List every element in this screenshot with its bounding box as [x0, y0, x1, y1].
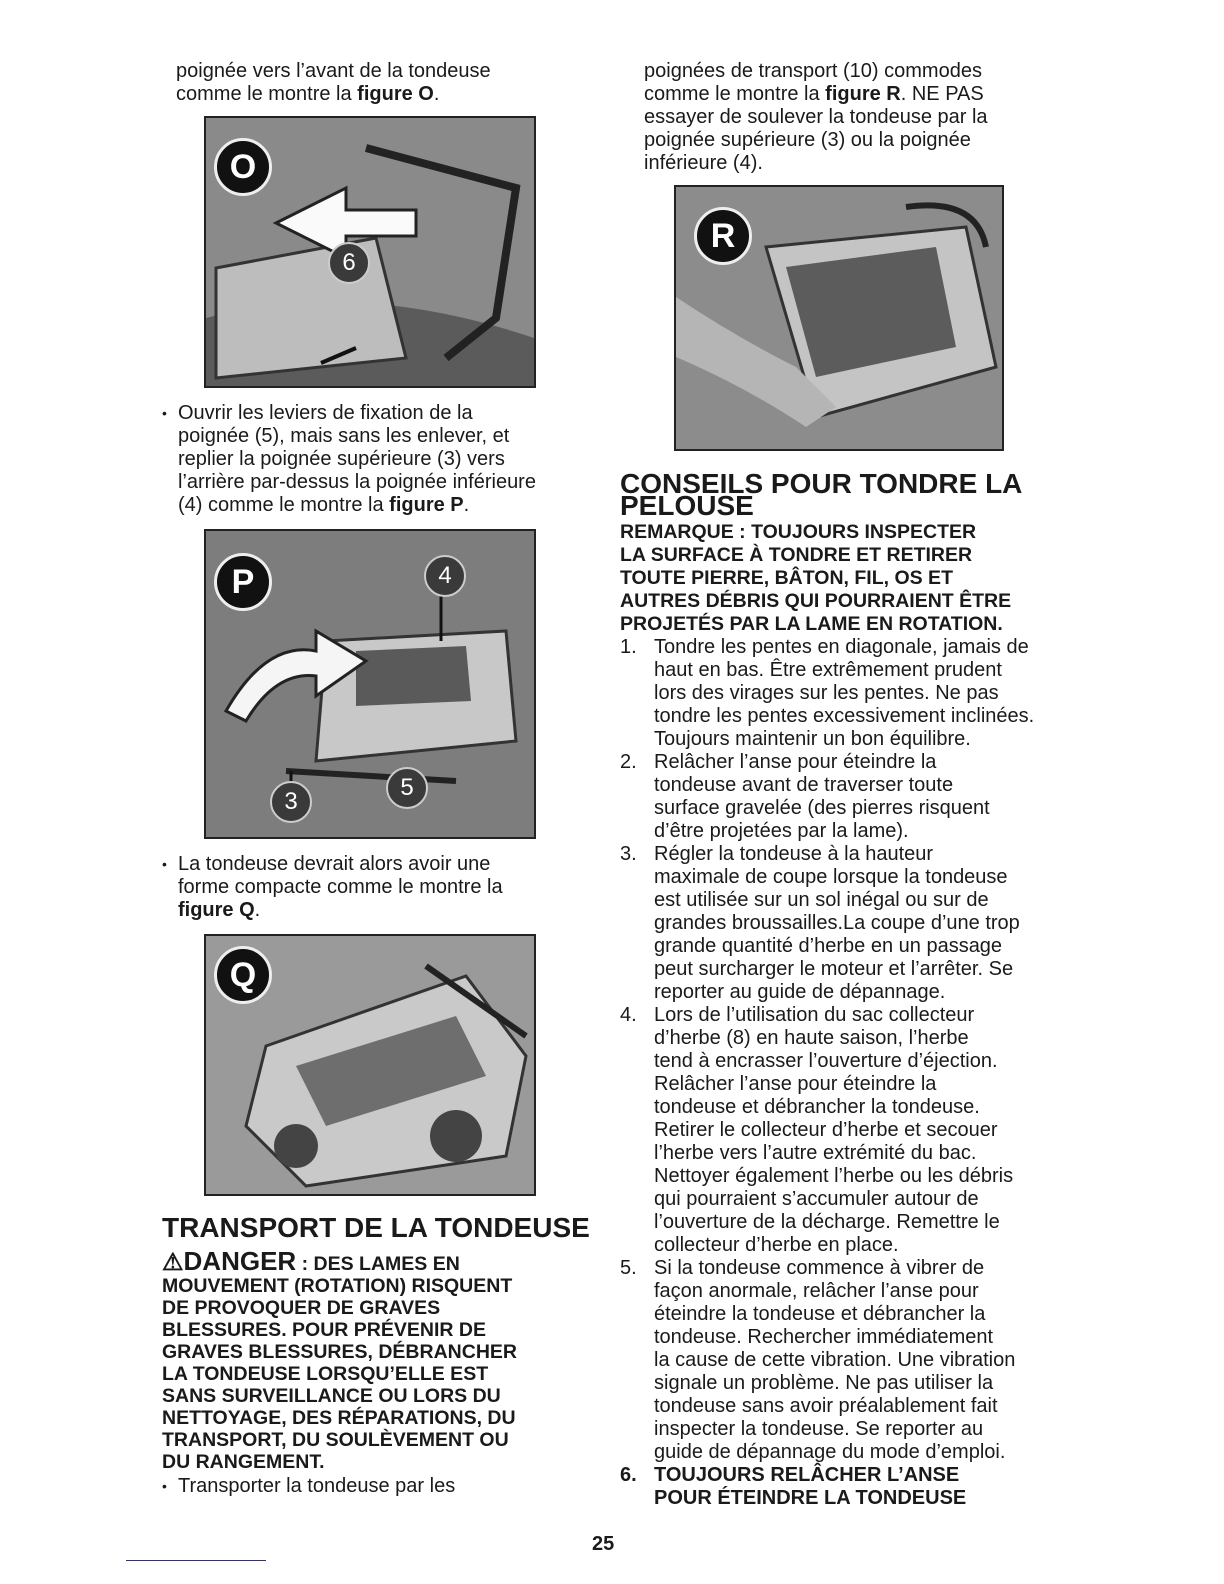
figure-r [674, 185, 1004, 451]
tip-number: 5. [620, 1257, 637, 1279]
text-line: tondeuse. Rechercher immédiatement [654, 1326, 994, 1348]
text-line: Tondre les pentes en diagonale, jamais de [654, 636, 1029, 658]
text-line: tondeuse avant de traverser toute [654, 774, 954, 796]
bullet-compact-shape: • La tondeuse devrait alors avoir une forme compacte comme le montre la figure Q. [162, 853, 592, 922]
text-line: PROJETÉS PAR LA LAME EN ROTATION. [620, 613, 1003, 635]
callout-4: 4 [424, 555, 466, 597]
tip-number: 6. [620, 1464, 637, 1486]
figure-ref: figure Q [178, 899, 255, 921]
text-line: LA TONDEUSE LORSQU’ELLE EST [162, 1363, 489, 1385]
figure-o-badge: O [214, 138, 272, 196]
text-line: poignée supérieure (3) ou la poignée [644, 129, 971, 151]
danger-warning [162, 1246, 592, 1473]
tips-list [620, 636, 1065, 1510]
text-line: tondre les pentes excessivement inclinées. [654, 705, 1035, 727]
text-line: PELOUSE [620, 490, 754, 521]
bullet-open-levers: • Ouvrir les leviers de fixation de la poignée (5), mais sans les enlever, et replier la poignée supérieure (3) vers l’arrière par-dessus la poignée inférieure (4) comme le montre la figure P. [162, 402, 592, 517]
text-line: qui pourraient s’accumuler autour de [654, 1188, 979, 1210]
bullet-transport [162, 1475, 592, 1498]
text-line: tondeuse sans avoir préalablement fait [654, 1395, 998, 1417]
text-line: comme le montre la [644, 83, 826, 105]
text-line: l’herbe vers l’autre extrémité du bac. [654, 1142, 977, 1164]
text-line: Toujours maintenir un bon équilibre. [654, 728, 971, 750]
tip-number: 3. [620, 843, 637, 865]
figure-p [204, 529, 536, 839]
text-line: surface gravelée (des pierres risquent [654, 797, 990, 819]
text-line: BLESSURES. POUR PRÉVENIR DE [162, 1319, 486, 1341]
right-intro [620, 60, 1065, 175]
tip-item [620, 1464, 1065, 1510]
warning-triangle-icon: ⚠ [162, 1249, 184, 1276]
figure-p-badge: P [214, 553, 272, 611]
text-line: l’ouverture de la décharge. Remettre le [654, 1211, 1000, 1233]
text-line: haut en bas. Être extrêmement prudent [654, 659, 1002, 681]
text-line: guide de dépannage du mode d’emploi. [654, 1441, 1006, 1463]
text-line: peut surcharger le moteur et l’arrêter. Se [654, 958, 1014, 980]
text-line: essayer de soulever la tondeuse par la [644, 106, 988, 128]
figure-ref: figure R [825, 83, 901, 105]
text-line: la cause de cette vibration. Une vibration [654, 1349, 1016, 1371]
figure-ref: figure P [389, 494, 464, 516]
text-line: SANS SURVEILLANCE OU LORS DU [162, 1385, 501, 1407]
text-line: inspecter la tondeuse. Se reporter au [654, 1418, 984, 1440]
text-line: Relâcher l’anse pour éteindre la [654, 1073, 937, 1095]
text-line: lors des virages sur les pentes. Ne pas [654, 682, 999, 704]
text-line: replier la poignée supérieure (3) vers [178, 448, 505, 470]
text-line: tondeuse et débrancher la tondeuse. [654, 1096, 980, 1118]
danger-word: DANGER [183, 1246, 297, 1276]
figure-o [204, 116, 536, 388]
text-line: Transporter la tondeuse par les [178, 1475, 456, 1497]
text-line: DE PROVOQUER DE GRAVES [162, 1297, 441, 1319]
text-line: La tondeuse devrait alors avoir une [178, 853, 491, 875]
right-column [620, 60, 1065, 1510]
text-line: POUR ÉTEINDRE LA TONDEUSE [654, 1487, 967, 1509]
callout-6: 6 [328, 242, 370, 284]
figure-q [204, 934, 536, 1196]
left-intro: poignée vers l’avant de la tondeuse comme le montre la figure O. [176, 60, 491, 105]
text-line: LA SURFACE À TONDRE ET RETIRER [620, 544, 973, 566]
page-number: 25 [592, 1533, 615, 1555]
text-line: Retirer le collecteur d’herbe et secouer [654, 1119, 998, 1141]
text-line: CONSEILS POUR TONDRE LA [620, 468, 1023, 499]
text-line: maximale de coupe lorsque la tondeuse [654, 866, 1008, 888]
text-line: poignée (5), mais sans les enlever, et [178, 425, 510, 447]
tip-item [620, 1004, 1065, 1257]
footer-rule [126, 1560, 266, 1561]
text-line: poignée vers l’avant de la tondeuse [176, 60, 491, 82]
text-line: AUTRES DÉBRIS QUI POURRAIENT ÊTRE [620, 590, 1012, 612]
callout-5: 5 [386, 767, 428, 809]
text-line: . NE PAS [900, 83, 984, 105]
text-line: GRAVES BLESSURES, DÉBRANCHER [162, 1341, 518, 1363]
text-line: grandes broussailles.La coupe d’une trop [654, 912, 1020, 934]
text-line: d’herbe (8) en haute saison, l’herbe [654, 1027, 969, 1049]
left-column [162, 60, 592, 1498]
tip-number: 2. [620, 751, 637, 773]
text-line: TRANSPORT, DU SOULÈVEMENT OU [162, 1429, 509, 1451]
text-line: poignées de transport (10) commodes [644, 60, 982, 82]
figure-r-badge: R [694, 207, 752, 265]
text-line: Relâcher l’anse pour éteindre la [654, 751, 937, 773]
text-line: : DES LAMES EN [296, 1253, 460, 1275]
text-line: comme le montre la [176, 83, 358, 105]
tip-item [620, 751, 1065, 843]
text-line: grande quantité d’herbe en un passage [654, 935, 1003, 957]
text-line: TOUTE PIERRE, BÂTON, FIL, OS ET [620, 567, 953, 589]
text-line: Ouvrir les leviers de fixation de la [178, 402, 473, 424]
text-line: tend à encrasser l’ouverture d’éjection. [654, 1050, 998, 1072]
text-line: Nettoyer également l’herbe ou les débris [654, 1165, 1014, 1187]
transport-heading: TRANSPORT DE LA TONDEUSE [162, 1212, 590, 1243]
note-remark [620, 521, 1065, 636]
text-line: éteindre la tondeuse et débrancher la [654, 1303, 986, 1325]
text-line: Si la tondeuse commence à vibrer de [654, 1257, 985, 1279]
text-line: l’arrière par-dessus la poignée inférieure [178, 471, 536, 493]
text-line: reporter au guide de dépannage. [654, 981, 946, 1003]
figure-q-badge: Q [214, 946, 272, 1004]
text-line: NETTOYAGE, DES RÉPARATIONS, DU [162, 1407, 516, 1429]
callout-3: 3 [270, 781, 312, 823]
text-line: collecteur d’herbe en place. [654, 1234, 899, 1256]
text-line: est utilisée sur un sol inégal ou sur de [654, 889, 989, 911]
text-line: d’être projetées par la lame). [654, 820, 909, 842]
text-line: REMARQUE : TOUJOURS INSPECTER [620, 521, 977, 543]
tip-item [620, 636, 1065, 751]
text-line: Lors de l’utilisation du sac collecteur [654, 1004, 975, 1026]
text-line: signale un problème. Ne pas utiliser la [654, 1372, 994, 1394]
text-line: Régler la tondeuse à la hauteur [654, 843, 934, 865]
text-line: DU RANGEMENT. [162, 1451, 325, 1473]
figure-ref: figure O [357, 83, 434, 105]
tip-item [620, 843, 1065, 1004]
text-line: TOUJOURS RELÂCHER L’ANSE [654, 1464, 960, 1486]
tip-item [620, 1257, 1065, 1464]
text-line: inférieure (4). [644, 152, 763, 174]
text-line: (4) comme le montre la [178, 494, 390, 516]
tip-number: 1. [620, 636, 637, 658]
tip-number: 4. [620, 1004, 637, 1026]
text-line: MOUVEMENT (ROTATION) RISQUENT [162, 1275, 513, 1297]
mowing-tips-heading [620, 468, 1065, 521]
text-line: forme compacte comme le montre la [178, 876, 503, 898]
text-line: façon anormale, relâcher l’anse pour [654, 1280, 979, 1302]
